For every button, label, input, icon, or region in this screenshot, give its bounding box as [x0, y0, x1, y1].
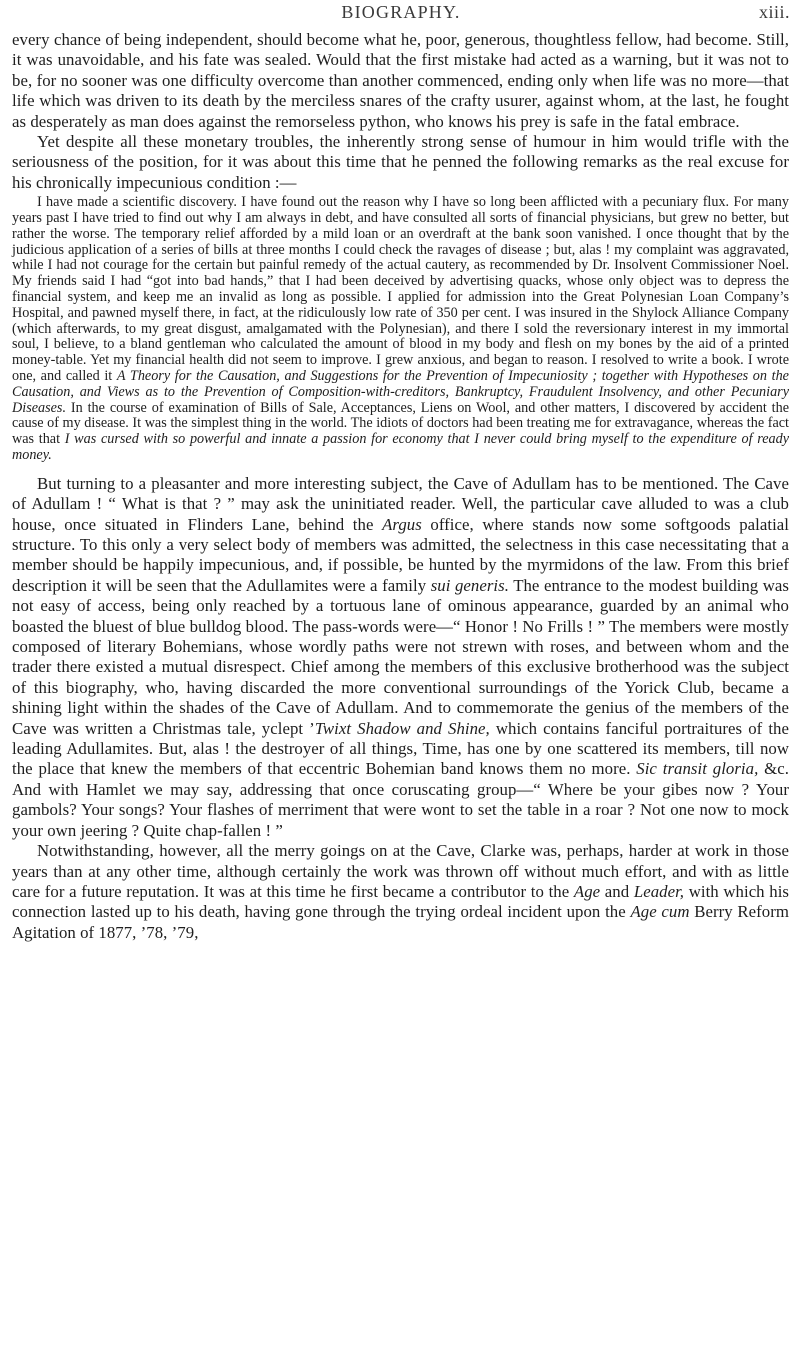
running-head: BIOGRAPHY. — [341, 2, 461, 22]
italic-age: Age — [573, 881, 601, 901]
italic-twixt-shadow-and-shine: Twixt Shadow and Shine, — [314, 718, 490, 738]
block-quote-discovery — [12, 195, 789, 464]
text-segment: The entrance to the modest building was not easy of access, being only reached by a tortuous lane of ominous appearance, guarded by an animal who boasted the bluest of blue bulldog blood. The pass-words were—“ Honor ! No Frills ! ” The members were mostly composed of literary Bohemians, whose wordly paths were not strewn with roses, and between whom and the trader there existed a mutual disrespect. Chief among the members of this exclusive brotherhood was the subject of this biography, who, having discarded the more conventional surroundings of the Yorick Club, became a shining light within the shades of the Cave of Adullam. And to commemorate the genius of the members of the Cave was written a Christmas tale, yclept ’ — [12, 575, 790, 738]
text-segment: But turning to a pleasanter and more interesting subject, the Cave of Adullam has to be mentioned. The Cave of Adullam ! “ What is that ? ” may ask the uninitiated reader. Well, the particular cave alluded to was a club house, once situated in Flinders Lane, behind the — [12, 473, 789, 534]
text-segment: office, where stands now some softgoods palatial structure. To this only a very select body of members was admitted, the selectness in this case necessitating that a member should be happily impecunious, and, if possible, be hunted by the myrmidons of the law. From this brief description it will be seen that the Adullamites were a family — [12, 514, 790, 595]
quote-conclusion: I was cursed with so powerful and innate a passion for economy that I never could bring myself to the expenditure of ready money. — [12, 431, 789, 463]
paragraph-cave-of-adullam — [12, 474, 789, 841]
page-number: xiii. — [758, 2, 790, 22]
text-segment: and — [600, 881, 634, 901]
italic-sic-transit: Sic transit gloria, — [636, 759, 759, 779]
paragraph-continuation: every chance of being independent, should become what he, poor, generous, thoughtless fellow, had become. Still, it was unavoidable, and his fate was sealed. Would that the first mistake had acted as a warning, but it was not to be, for no sooner was one difficulty overcome than another commenced, ending only when life was no more—that life which was driven to its death by the merciless snares of the crafty usurer, against whom, at the last, he fought as desperately as man does against the remorseless python, who knows his prey is safe in the fatal embrace. — [12, 30, 789, 131]
quote-text-continued: In the course of examination of Bills of Sale, Acceptances, Liens on Wool, and other matters, I discovered by accident the cause of my disease. It was the simplest thing in the world. The idiots of doctors had been treating me for extravagance, whereas the fact was that — [12, 399, 789, 448]
paragraph-humour: Yet despite all these monetary troubles, the inherently strong sense of humour in him would trifle with the seriousness of the position, for it was about this time that he penned the following remarks as the real excuse for his chronically impecunious condition :— — [12, 132, 789, 192]
text-segment: Berry Reform Agitation of 1877, ’78, ’79, — [12, 902, 789, 942]
italic-argus: Argus — [382, 514, 422, 534]
italic-age-cum: Age cum — [630, 902, 690, 922]
page-header — [12, 2, 790, 28]
text-segment: Notwithstanding, however, all the merry goings on at the Cave, Clarke was, perhaps, harder at work in those years than at any other time, although certainly the work was thrown off without much effort, and with as little care for a future reputation. It was at this time he first became a contributor to the — [12, 841, 789, 901]
text-segment: with which his connection lasted up to his death, having gone through the trying ordeal incident upon the — [12, 881, 790, 922]
quote-text: I have made a scientific discovery. I have found out the reason why I have so long been afflicted with a pecuniary flux. For many years past I have tried to find out why I am always in debt, and have consulted all sorts of financial physicians, but grew no better, but rather the worse. The temporary relief afforded by a mild loan or an overdraft at the bank soon vanished. I once thought that by the judicious application of a series of bills at three months I could check the ravages of disease ; but, alas ! my complaint was aggravated, while I had not courage for the certain but painful remedy of the actual cautery, as recommended by Dr. Insolvent Commissioner Noel. My friends said I had “got into bad hands,” that I had been deceived by advertising quacks, whose only object was to depress the financial system, and keep me an invalid as long as possible. I applied for admission into the Great Polynesian Loan Company’s Hospital, and pawned myself there, in fact, at the ridiculously low rate of 350 per cent. I was insured in the Shylock Alliance Company (which afterwards, to my great disgust, amalgamated with the Polynesian), and there I sold the reversionary interest in my immortal soul, I believe, to a bland gentleman who calculated the amount of blood in my body and flesh on my bones by the aid of a printed money-table. Yet my financial health did not seem to improve. I grew anxious, and began to reason. I resolved to write a book. I wrote one, and called it — [12, 194, 789, 385]
text-segment: &c. And with Hamlet we may say, addressing that once coruscating group—“ Where be your gibes now ? Your gambols? Your songs? Your flashes of merriment that were wont to set the table in a roar ? Not one now to mock your own jeering ? Quite chap-fallen ! ” — [12, 759, 789, 840]
text-segment: which contains fanciful portraitures of the leading Adullamites. But, alas ! the destroyer of all things, Time, has one by one scattered its members, till now the place that knew the members of that eccentric Bohemian band knows them no more. — [12, 718, 789, 779]
italic-sui-generis: sui generis. — [430, 575, 509, 595]
paragraph-age-and-leader — [12, 841, 789, 943]
body-text — [12, 30, 789, 943]
italic-leader: Leader, — [633, 881, 685, 901]
quote-book-title: A Theory for the Causation, and Suggestions for the Prevention of Impecuniosity ; together with Hypotheses on the Causation, and Views as to the Prevention of Composition-with-creditors, Bankruptcy, Fraudulent Insolvency, and other Pecuniary Diseases. — [12, 368, 789, 416]
